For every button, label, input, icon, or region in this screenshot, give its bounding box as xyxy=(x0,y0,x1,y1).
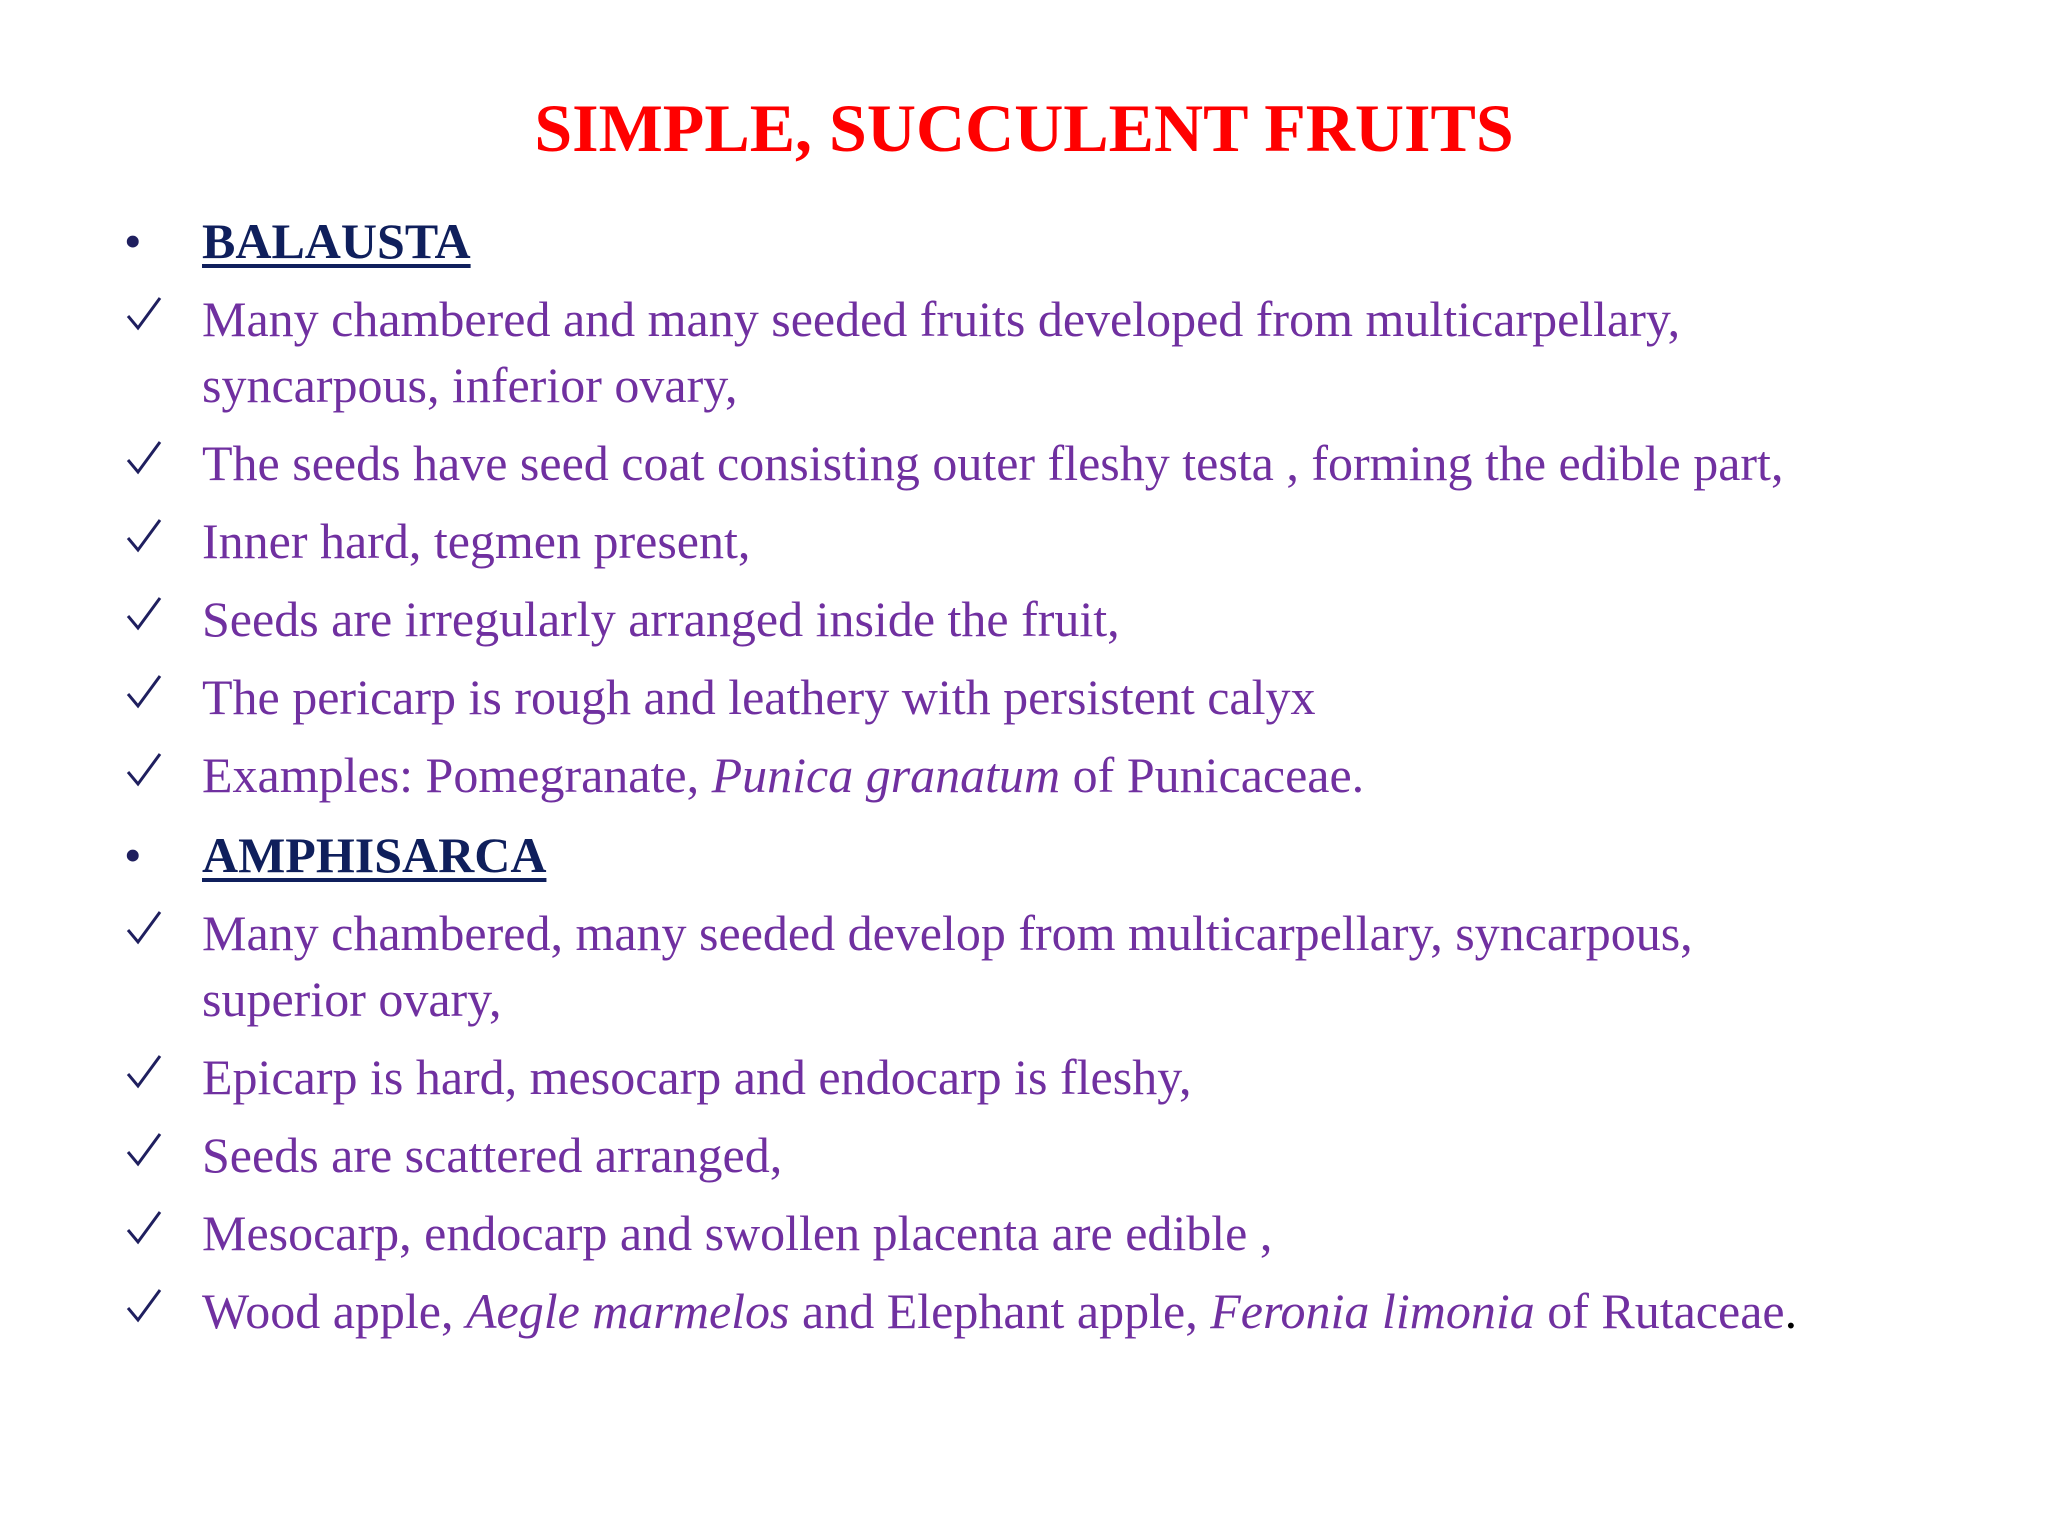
list-item: Epicarp is hard, mesocarp and endocarp is fleshy, xyxy=(202,1049,1192,1105)
checkmark-icon xyxy=(124,594,164,634)
list-item: Many chambered and many seeded fruits developed from multicarpellary, syncarpous, inferior ovary, xyxy=(202,291,1681,413)
bullet-icon: • xyxy=(124,213,142,269)
bullet-icon: • xyxy=(124,827,142,883)
section-heading-balausta: BALAUSTA xyxy=(202,213,471,269)
checkmark-icon xyxy=(124,1286,164,1326)
list-item: Seeds are scattered arranged, xyxy=(202,1127,783,1183)
list-item: The seeds have seed coat consisting outer fleshy testa , forming the edible part, xyxy=(202,435,1784,491)
checkmark-icon xyxy=(124,294,164,334)
section-heading-amphisarca: AMPHISARCA xyxy=(202,827,547,883)
list-item: Seeds are irregularly arranged inside the fruit, xyxy=(202,591,1120,647)
checkmark-icon xyxy=(124,438,164,478)
list-item: Mesocarp, endocarp and swollen placenta are edible , xyxy=(202,1205,1273,1261)
species-name: Aegle marmelos xyxy=(465,1283,790,1339)
checkmark-icon xyxy=(124,750,164,790)
checkmark-icon xyxy=(124,908,164,948)
list-item: Wood apple, Aegle marmelos and Elephant apple, Feronia limonia of Rutaceae. xyxy=(202,1283,1798,1339)
checkmark-icon xyxy=(124,516,164,556)
checkmark-icon xyxy=(124,1052,164,1092)
list-item: Inner hard, tegmen present, xyxy=(202,513,751,569)
list-item: The pericarp is rough and leathery with persistent calyx xyxy=(202,669,1316,725)
species-name: Feronia limonia xyxy=(1210,1283,1535,1339)
checkmark-icon xyxy=(124,1130,164,1170)
checkmark-icon xyxy=(124,1208,164,1248)
list-item: Examples: Pomegranate, Punica granatum of Punicaceae. xyxy=(202,747,1365,803)
slide-title: SIMPLE, SUCCULENT FRUITS xyxy=(534,90,1514,166)
list-item: Many chambered, many seeded develop from multicarpellary, syncarpous, superior ovary, xyxy=(202,905,1693,1027)
checkmark-icon xyxy=(124,672,164,712)
species-name: Punica granatum xyxy=(711,747,1061,803)
